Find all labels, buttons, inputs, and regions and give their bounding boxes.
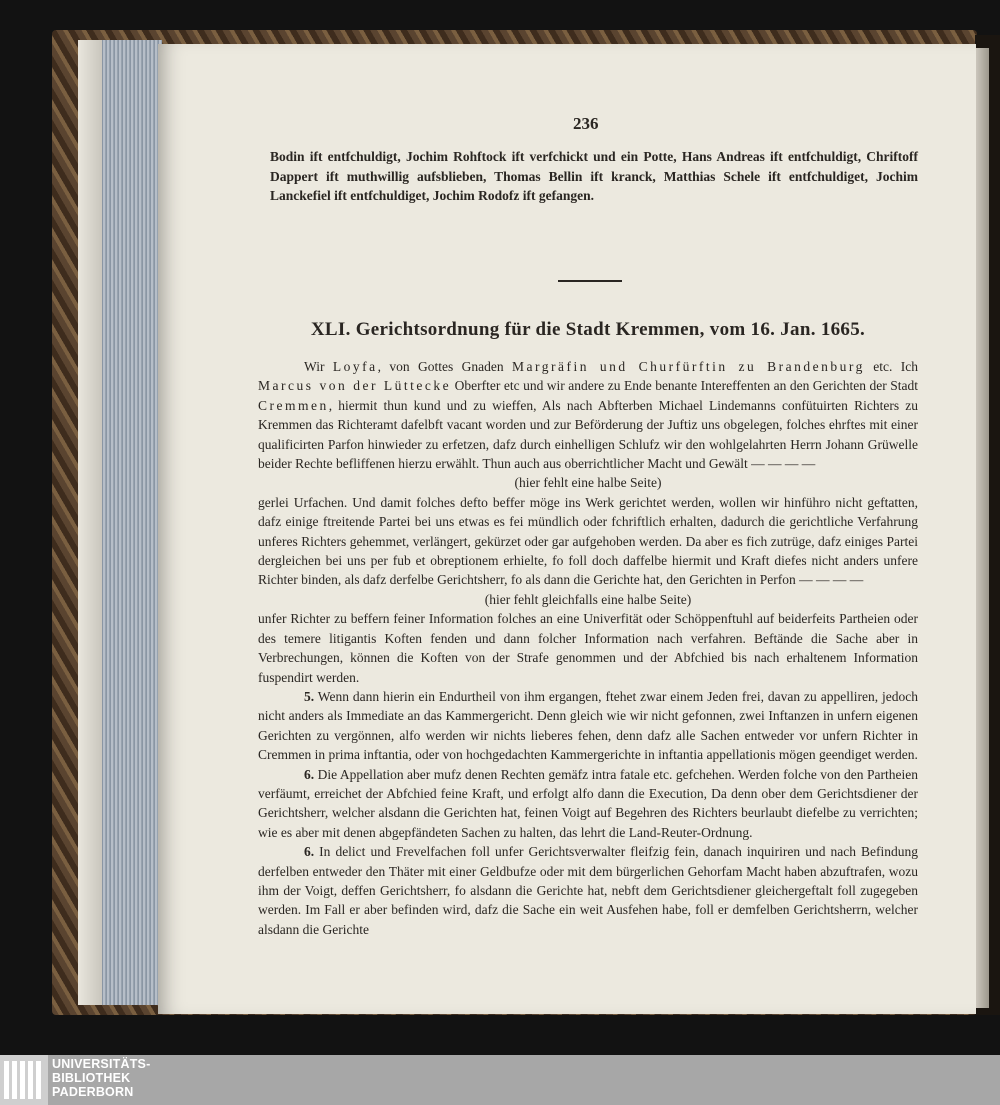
body-text [258,357,918,939]
library-logo-icon [0,1055,48,1105]
section-numeral: XLI. [310,319,351,340]
library-name-line: PADERBORN [52,1085,134,1099]
text-run: Wir [304,359,333,374]
library-name [52,1057,150,1099]
library-name-line: UNIVERSITÄTS- [52,1057,151,1071]
paragraph-2: gerlei Urfachen. Und damit folches defto beffer möge ins Werk gerichtet werden, wollen wir hinführo nicht geftatten, dafz einige ftreitende Partei bei uns etwas es fei mündlich oder fchriftlich erhalten, dadurch die gerichtliche Verfahrung unferes Richters gehemmet, verlängert, gekürzet oder gar aufgehoben werden. Da aber es fich zutrüge, dafz einiges Partei dergleichen bei uns per fub et obreptionem erhielte, fo foll doch daffelbe hiermit und Kraft diefes nicht anders unfere Richter binden, als dafz derfelbe Gerichtsherr, fo als dann die Gerichte hat, den Gerichten in Perfon — — — — [258,494,918,588]
paragraph-1 [258,357,918,473]
intro-paragraph: Bodin ift entfchuldigt, Jochim Rohftock ift verfchickt und ein Potte, Hans Andreas ift entfchuldigt, Chriftoff Dappert ift muthwillig aufsblieben, Thomas Bellin ift kranck, Matthias Schele ift entfchuldiget, Jochim Lanckefiel ift entfchuldiget, Jochim Rodofz ift gefangen. [270,149,918,203]
omission-note: (hier fehlt eine halbe Seite) [514,475,662,491]
paragraph-number: 5. [304,688,315,704]
spaced-name: Loyfa [332,359,378,374]
paragraph-5 [258,687,918,765]
text-run: , von Gottes Gnaden [377,359,513,374]
library-name-line: BIBLIOTHEK [52,1071,131,1085]
spaced-title: Margräfin und Churfürftin zu Brandenburg [512,359,865,374]
omission-note: (hier fehlt gleichfalls eine halbe Seite) [484,591,692,607]
section-divider [558,280,622,282]
paragraph-6b [258,842,918,939]
section-title [258,320,918,339]
spaced-name: Marcus von der Lüttecke [258,378,452,394]
text-run: In delict und Frevelfachen foll unfer Gerichtsverwalter fleifzig fein, danach inquiriren und nach Befindung derfelben entweder den Thäter mit einer Geldbufze oder mit dem bürgerlichen Gehorfam Macht haben abzuftrafen, wozu ihm der Voigt, deffen Gerichtsherr, fo alsdann die Gerichte hat, nebft dem Gerichtsdiener gleichergeftalt foll zugegeben werden. Im Fall er aber befinden wird, dafz die Sache ein weit Ausfehen habe, foll er demfelben Gerichtsherrn, welcher alsdann die Gerichte [258,844,918,937]
text-run: etc. Ich [864,359,918,374]
paragraph-number: 6. [304,766,315,782]
paragraph-3: unfer Richter zu beffern feiner Information folches an eine Univerfität oder Schöppenftuhl auf beiderfeits Partheien oder des temere litigantis Koften fenden und dann folcher Information nach verfahren. Beftände die Sache aber in Verbrechungen, können die Koften von der Strafe genommen und der Abfchied bis nach erhaltenem Information fuspendirt werden. [258,611,918,685]
page-number: 236 [573,114,599,133]
book-page [158,44,976,1014]
page-edge-right [975,48,989,1008]
text-run: Wenn dann hierin ein Endurtheil von ihm ergangen, ftehet zwar einem Jeden frei, davan zu appelliren, jedoch nicht anders als Immediate an das Kammergericht. Denn gleich wie wir nicht gefonnen, zwei Inftanzen in unfern eigenen Gerichten zu vergönnen, alfo werden wir nichts lieberes fehen, denn dafz alle Sachen entweder vor unfern Richter in Cremmen in prima inftantia, oder von hochgedachten Kammergerichte in inftantia appellationis mögen geendiget werden. [258,688,918,763]
text-run: Oberfter etc und wir andere zu Ende benante Intereffenten an den Gerichten der Stadt [451,378,918,394]
spaced-place: Cremmen [258,397,329,413]
text-run: , hiermit thun kund und zu wieffen, Als nach Abfterben Michael Lindemanns confütuirten Richters zu Kremmen das Richteramt dafelbft vacant worden und zur Beförderung der Juftiz uns obgelegen, folches ehrftes mit einer qualificirten Parfon hinwieder zu erfetzen, dafz durch einhelligen Schlufz wir den wohlgelahrten Herrn Johann Grüwelle beider Rechte befliffenen hierzu erwählt. Thun auch aus oberrichtlicher Macht und Gewält — — — — [258,397,918,472]
text-run: Die Appellation aber mufz denen Rechten gemäfz intra fatale etc. gefchehen. Werden folche von den Partheien verfäumt, erreichet der Abfchied feine Kraft, und erfolgt alfo dann die Execution, Da denn ober dem Gerichtsdiener der Gerichtsherr, welcher alsdann die Gerichten hat, feinen Voigt auf Begehren des Richters beurlaubt diefelbe zu verrichten; wie es aber mit denen abgepfändeten Sachen zu halten, das lehrt die Land-Reuter-Ordnung. [258,766,918,840]
paragraph-6 [258,765,918,843]
library-footer [0,1055,1000,1105]
page-stack-edge [78,40,102,1005]
paragraph-number: 6. [304,844,315,860]
section-title-text: Gerichtsordnung für die Stadt Kremmen, vom 16. Jan. 1665. [355,319,866,340]
